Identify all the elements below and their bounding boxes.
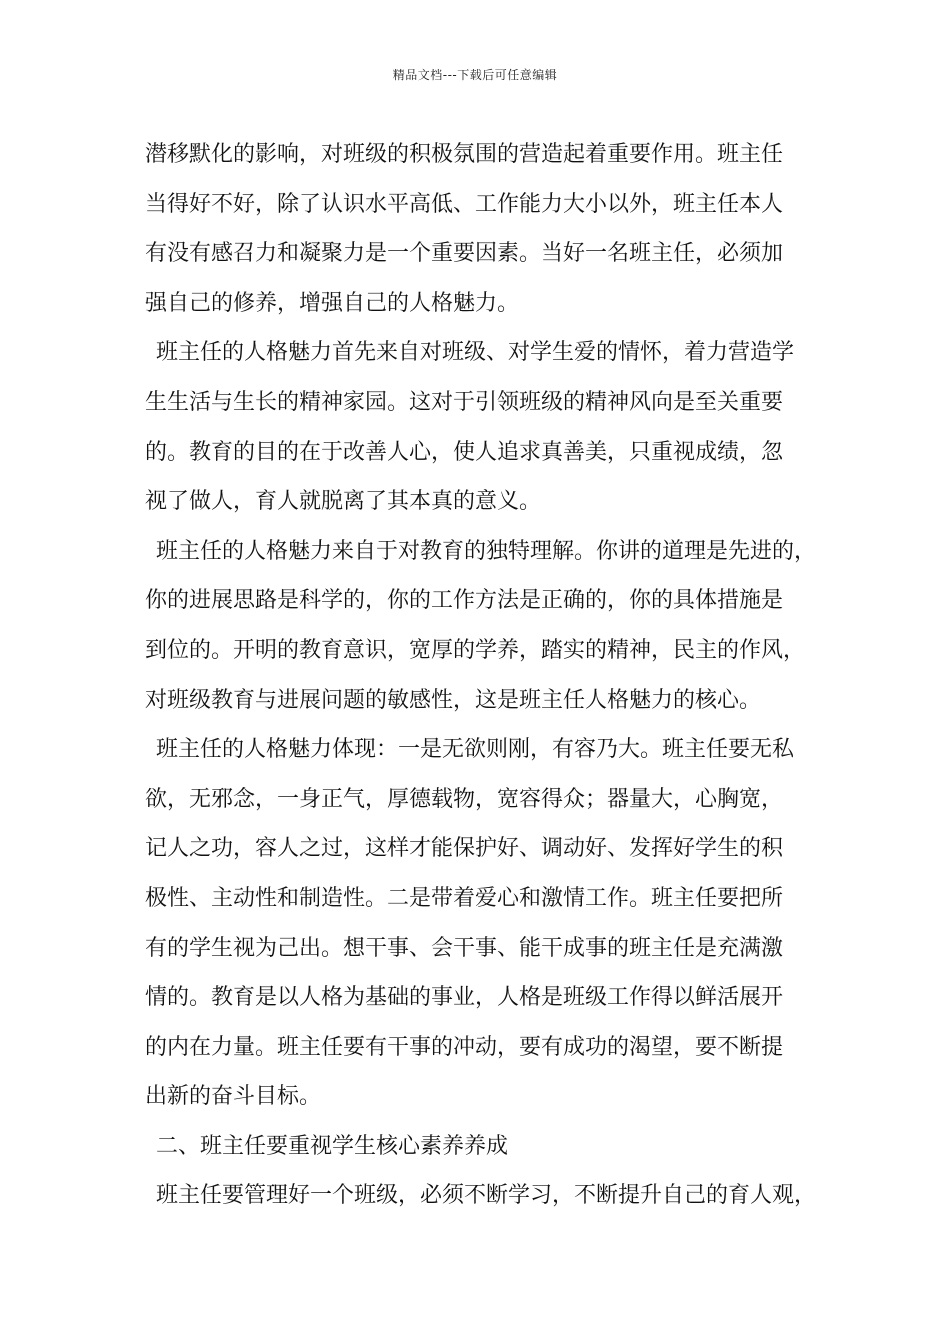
- text-line: 极性、主动性和制造性。二是带着爱心和激情工作。班主任要把所: [145, 885, 784, 911]
- text-line: 的。教育的目的在于改善人心，使人追求真善美，只重视成绩，忽: [145, 439, 784, 465]
- text-line: 强自己的修养，增强自己的人格魅力。: [145, 290, 520, 316]
- text-line: 有没有感召力和凝聚力是一个重要因素。当好一名班主任，必须加: [145, 241, 784, 267]
- text-line: 潜移默化的影响，对班级的积极氛围的营造起着重要作用。班主任: [145, 142, 784, 167]
- page-header: 精品文档---下载后可任意编辑: [392, 68, 558, 82]
- text-line: 记人之功，容人之过，这样才能保护好、调动好、发挥好学生的积: [145, 836, 784, 862]
- text-line: 有的学生视为己出。想干事、会干事、能干成事的班主任是充满激: [145, 935, 784, 961]
- text-line: 对班级教育与进展问题的敏感性，这是班主任人格魅力的核心。: [145, 687, 762, 713]
- body-text: [145, 130, 825, 1221]
- text-line: 生生活与生长的精神家园。这对于引领班级的精神风向是至关重要: [145, 389, 784, 415]
- text-line: 你的进展思路是科学的，你的工作方法是正确的，你的具体措施是: [145, 588, 784, 614]
- text-line: 出新的奋斗目标。: [145, 1084, 322, 1110]
- text-line: 视了做人，育人就脱离了其本真的意义。: [145, 489, 542, 515]
- paragraph-start-line: 班主任的人格魅力体现：一是无欲则刚，有容乃大。班主任要无私: [156, 737, 795, 763]
- text-line: 到位的。开明的教育意识，宽厚的学养，踏实的精神，民主的作风，: [145, 637, 806, 663]
- text-line: 情的。教育是以人格为基础的事业，人格是班级工作得以鲜活展开: [145, 985, 784, 1011]
- paragraph-start-line: 班主任要管理好一个班级，必须不断学习，不断提升自己的育人观，: [156, 1183, 817, 1209]
- text-line: 当得好不好，除了认识水平高低、工作能力大小以外，班主任本人: [145, 191, 784, 217]
- section-heading: 二、班主任要重视学生核心素养养成: [156, 1133, 509, 1159]
- text-line: 欲，无邪念，一身正气，厚德载物，宽容得众；器量大，心胸宽，: [145, 786, 784, 812]
- paragraph-start-line: 班主任的人格魅力首先来自对班级、对学生爱的情怀，着力营造学: [156, 340, 795, 366]
- text-line: 的内在力量。班主任要有干事的冲动，要有成功的渴望，要不断提: [145, 1034, 784, 1060]
- paragraph-start-line: 班主任的人格魅力来自于对教育的独特理解。你讲的道理是先进的，: [156, 538, 817, 564]
